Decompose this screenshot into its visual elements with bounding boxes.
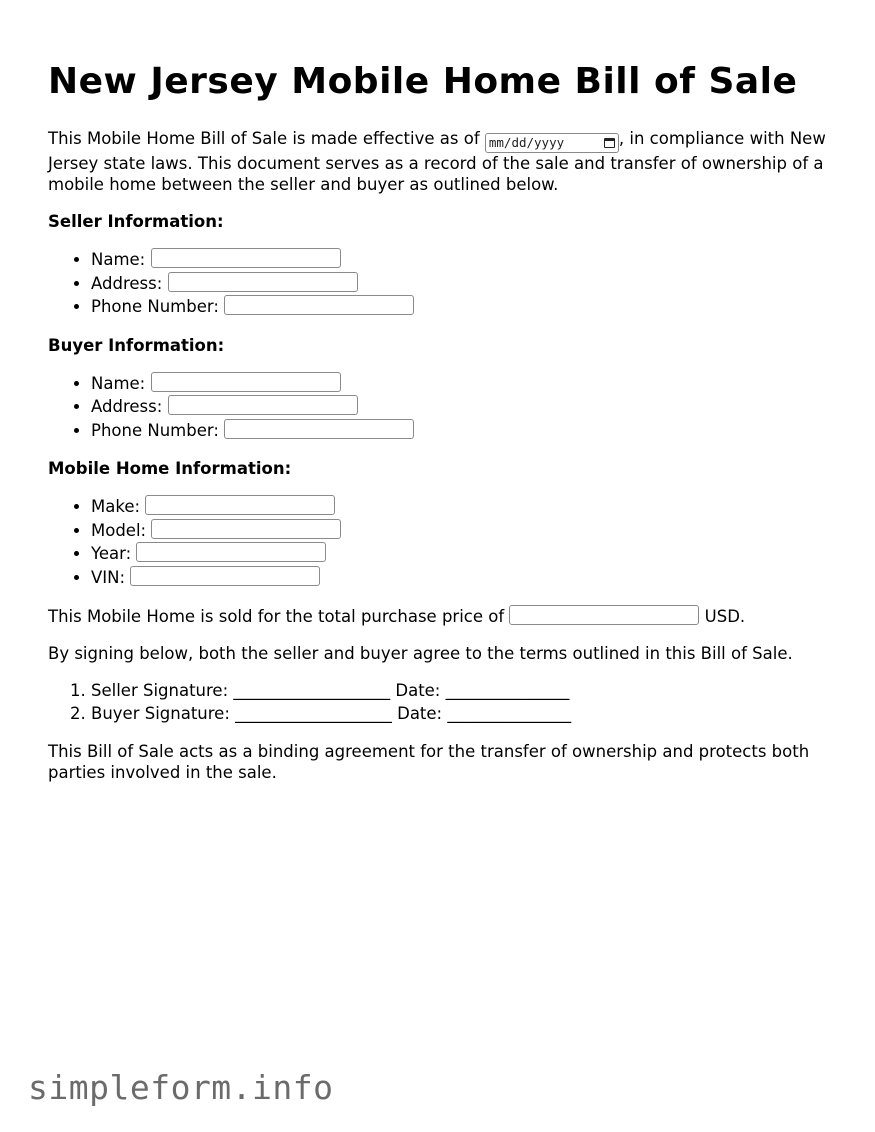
price-text-before: This Mobile Home is sold for the total purchase price of xyxy=(48,607,510,626)
purchase-price-input[interactable] xyxy=(509,605,699,625)
intro-text-before: This Mobile Home Bill of Sale is made effective as of xyxy=(48,129,485,148)
model-item xyxy=(91,519,838,543)
buyer-list xyxy=(48,372,838,443)
mobile-home-list xyxy=(48,495,838,589)
seller-address-label: Address: xyxy=(91,273,163,293)
seller-name-item xyxy=(91,248,838,272)
make-input[interactable] xyxy=(145,495,335,515)
buyer-address-label: Address: xyxy=(91,397,163,416)
buyer-name-label: Name: xyxy=(91,373,146,393)
seller-name-label: Name: xyxy=(91,250,146,269)
document xyxy=(48,0,838,783)
mobile-home-heading: Mobile Home Information: xyxy=(48,459,292,478)
year-input[interactable] xyxy=(136,542,326,562)
make-item xyxy=(91,495,838,519)
seller-heading: Seller Information: xyxy=(48,212,224,231)
seller-phone-item xyxy=(91,295,838,319)
vin-label: VIN: xyxy=(91,567,126,587)
seller-address-input[interactable] xyxy=(168,272,358,292)
signature-list xyxy=(48,680,838,725)
vin-input[interactable] xyxy=(130,566,320,586)
buyer-phone-label: Phone Number: xyxy=(91,420,219,440)
effective-date-input[interactable] xyxy=(485,133,619,153)
closing-paragraph: This Bill of Sale acts as a binding agreement for the transfer of ownership and protects both parties involved in the sale. xyxy=(48,742,810,782)
seller-phone-label: Phone Number: xyxy=(91,297,219,316)
seller-address-item xyxy=(91,272,838,296)
seller-phone-input[interactable] xyxy=(224,295,414,315)
price-paragraph xyxy=(48,605,838,627)
watermark-text: simpleform.info xyxy=(28,1068,334,1107)
model-label: Model: xyxy=(91,520,147,540)
vin-item xyxy=(91,566,838,590)
agreement-paragraph: By signing below, both the seller and buyer agree to the terms outlined in this Bill of Sale. xyxy=(48,644,793,663)
year-item xyxy=(91,542,838,566)
price-text-after: USD. xyxy=(699,607,746,626)
buyer-name-input[interactable] xyxy=(151,372,341,392)
buyer-name-item xyxy=(91,372,838,396)
seller-list xyxy=(48,248,838,319)
buyer-address-input[interactable] xyxy=(168,395,358,415)
make-label: Make: xyxy=(91,497,141,516)
year-label: Year: xyxy=(91,544,132,563)
buyer-phone-item xyxy=(91,419,838,443)
seller-name-input[interactable] xyxy=(151,248,341,268)
intro-paragraph xyxy=(48,128,838,195)
date-placeholder: mm/dd/yyyy xyxy=(488,135,565,150)
buyer-signature-line: 2. Buyer Signature: ___________________ Date: _______________ xyxy=(91,703,838,726)
intro-text-after: , in compliance with New Jersey state laws. This document serves as a record of the sale and transfer of ownership of a mobile home between the seller and buyer as outlined below. xyxy=(48,129,826,194)
calendar-icon[interactable] xyxy=(604,138,615,148)
buyer-phone-input[interactable] xyxy=(224,419,414,439)
buyer-address-item xyxy=(91,395,838,419)
page-title: New Jersey Mobile Home Bill of Sale xyxy=(48,61,798,102)
buyer-heading: Buyer Information: xyxy=(48,335,225,355)
seller-signature-line: 1. Seller Signature: ___________________ Date: _______________ xyxy=(91,680,838,703)
model-input[interactable] xyxy=(151,519,341,539)
